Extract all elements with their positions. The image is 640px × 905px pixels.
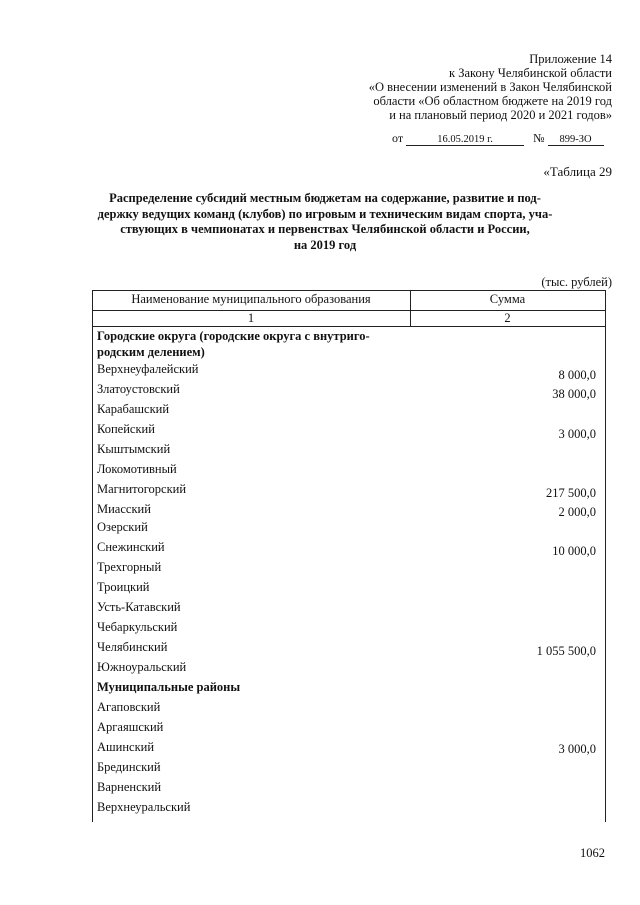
document-title	[92, 191, 558, 253]
table-row: Кыштымский	[97, 442, 171, 456]
group-title-urban-cont: родским делением)	[97, 345, 205, 359]
law-number: 899-ЗО	[548, 134, 604, 146]
title-line: держку ведущих команд (клубов) по игровым и техническим видам спорта, уча-	[97, 206, 553, 221]
appendix-header	[369, 52, 612, 122]
col2-header: Сумма	[489, 292, 526, 306]
header-line: Приложение 14	[529, 52, 612, 66]
table-row: Трехгорный	[97, 560, 162, 574]
date-prefix: от	[392, 131, 404, 145]
group-title-urban: Городские округа (городские округа с внутриго-	[97, 329, 370, 343]
table-row: Златоустовский 38 000,0	[97, 382, 596, 401]
number-prefix: №	[533, 131, 545, 145]
law-date: 16.05.2019 г.	[406, 134, 524, 146]
table-border-top	[92, 290, 606, 291]
table-row: Озерский	[97, 520, 148, 534]
title-line: на 2019 год	[293, 237, 357, 252]
table-row: Магнитогорский 217 500,0	[97, 482, 596, 500]
table-row: Брединский	[97, 760, 161, 774]
col1-number: 1	[247, 311, 255, 325]
col2-number: 2	[504, 311, 511, 325]
title-line: Распределение субсидий местным бюджетам на содержание, развитие и под-	[109, 191, 541, 205]
table-row: Ашинский 3 000,0	[97, 740, 596, 756]
subsidy-table	[92, 290, 606, 822]
header-line: к Закону Челябинской области	[449, 66, 612, 80]
table-row: Челябинский 1 055 500,0	[97, 640, 596, 658]
table-row: Копейский 3 000,0	[97, 422, 596, 441]
table-row: Аргаяшский	[97, 720, 164, 734]
table-row: Варненский	[97, 780, 162, 794]
table-row: Локомотивный	[97, 462, 177, 476]
table-row: Верхнеуфалейский 8 000,0	[97, 362, 596, 382]
table-row: Миасский 2 000,0	[97, 502, 596, 519]
page-number: 1062	[580, 846, 605, 860]
header-line: «О внесении изменений в Закон Челябинской	[368, 80, 612, 94]
header-line: области «Об областном бюджете на 2019 год	[373, 94, 612, 108]
title-line: ствующих в чемпионатах и первенствах Челябинской области и России,	[120, 222, 530, 236]
table-row: Снежинский 10 000,0	[97, 540, 596, 558]
table-row: Карабашский	[97, 402, 170, 416]
table-row: Троицкий	[97, 580, 150, 594]
group-title-districts: Муниципальные районы	[97, 680, 241, 694]
table-row: Чебаркульский	[97, 620, 178, 634]
table-border-numbers	[92, 326, 606, 327]
table-row: Верхнеуральский	[97, 800, 191, 814]
table-row: Южноуральский	[97, 660, 187, 674]
header-line: и на плановый период 2020 и 2021 годов»	[389, 108, 612, 122]
col1-header: Наименование муниципального образования	[131, 292, 371, 306]
table-row: Усть-Катавский	[97, 600, 181, 614]
table-row: Агаповский	[97, 700, 161, 714]
table-number: «Таблица 29	[543, 164, 612, 179]
units-label: (тыс. рублей)	[541, 275, 612, 289]
law-signature	[392, 131, 604, 146]
